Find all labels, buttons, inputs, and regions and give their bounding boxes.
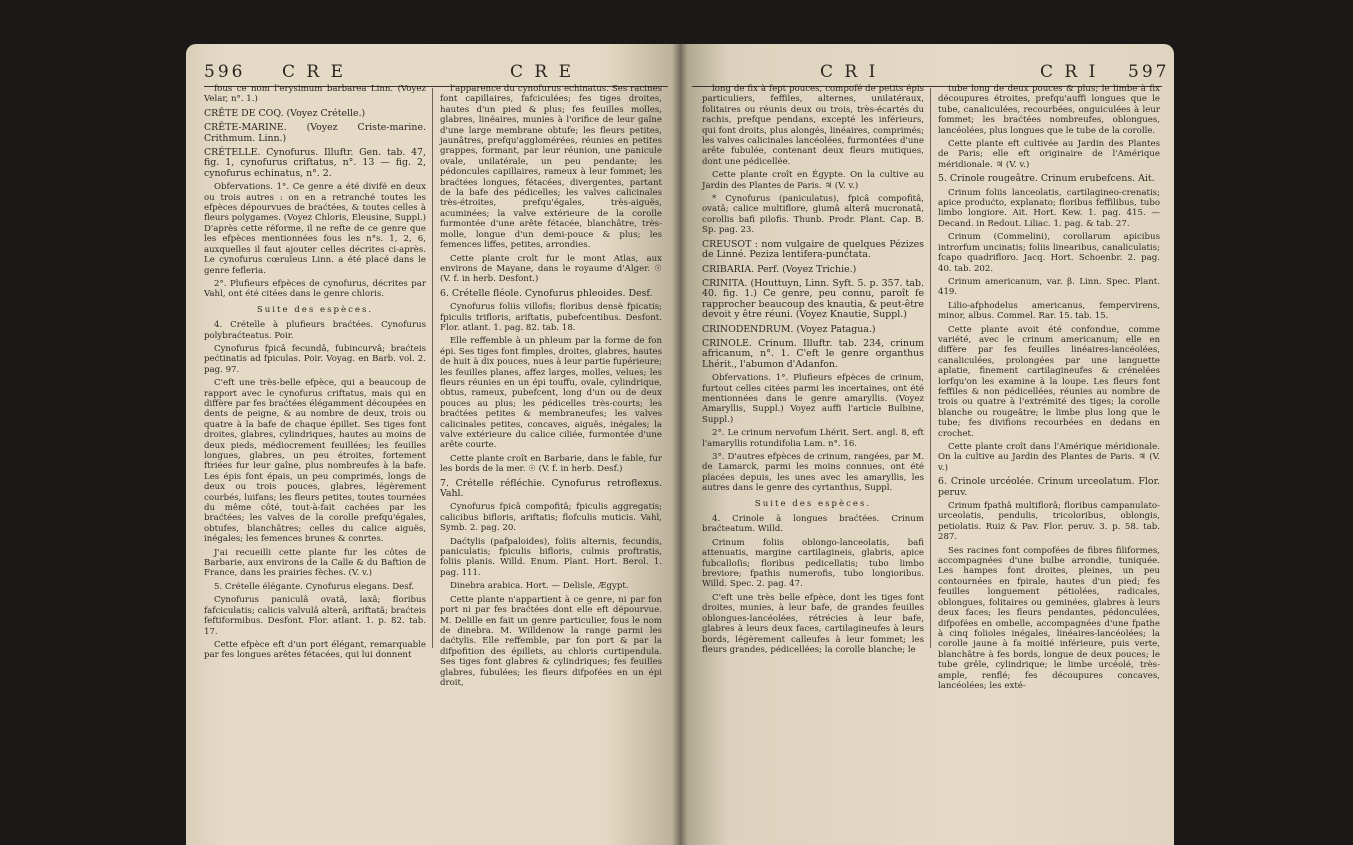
paragraph: Cette plante n'appartient à ce genre, ni par fon port ni par fes braćtées dont elle eft dépourvue. M. Delille en fait un genre particulier, fous le nom de dinebra. M. Willdenow la range parmi les daćtylis. Elle reffemble, par fon port & par la difpofition des épillets, au chloris curtipendula. Ses tiges font glabres & cylindriques; fes feuilles glabres, fubulées; les fleurs difpofées en un épi droit, (440, 594, 662, 688)
left-page (186, 44, 680, 845)
paragraph: Cynofurus fpicâ fecundâ, fubincurvâ; braćteis pećtinatis ad fpiculas. Poir. Voyag. en Barb. vol. 2. pag. 97. (204, 343, 426, 375)
entry-heading: CRINOLE. Crinum. Illuftr. tab. 234, crinum africanum, n°. 1. C'eft le genre organthus Lhérit., l'abumon d'Adanfon. (702, 337, 924, 370)
paragraph: Cette plante croît en Égypte. On la cultive au Jardin des Plantes de Paris. ♃ (V. v.) (702, 170, 924, 191)
paragraph: fous ce nom l'erysimum barbarea Linn. (Voyez Velar, n°. 1.) (204, 84, 426, 105)
paragraph: Elle reffemble à un phleum par la forme de fon épi. Ses tiges font fimples, droites, glabres, hautes de huit à dix pouces, nues à leur partie fupérieure; les feuilles planes, affez larges, molles, velues; les fleurs réunies en un épi touffu, ovale, cylindrique, obtus, rameux, pubefcent, long d'un ou de deux pouces au plus; les pédicelles très-courts; les braćtées petites & membraneufes; les valves calicinales petites, concaves, aiguës, inégales; la valve extérieure du calice ciliée, furmontée d'une arête courte. (440, 336, 662, 451)
paragraph: * Cynofurus (paniculatus), fpicâ compofitâ, ovatâ; calice multiflore, glumâ alterâ mucronatâ, corollis bafi pilofis. Thunb. Prodr. Plant. Cap. B. Sp. pag. 23. (702, 194, 924, 236)
entry-heading: CRIBARIA. Perf. (Voyez Trichie.) (702, 263, 857, 275)
paragraph: Daćtylis (pafpaloides), foliis alternis, fecundis, paniculatis; fpiculis bifloris, culmis proftratis, foliis planis. Willd. Enum. Plant. Hort. Berol. 1. pag. 111. (440, 536, 662, 578)
paragraph: tube long de deux pouces & plus; le limbe à fix découpures étroites, prefqu'auffi longues que le tube, canaliculées, recourbées, onguiculées à leur fommet; les braćtées nombreufes, oblongues, lancéolées, plus longues que le tube de la corolle. (938, 84, 1160, 136)
entry-heading: CRÊTE DE COQ. (Voyez Crételle.) (204, 107, 366, 119)
paragraph: Obfervations. 1°. Plufieurs efpèces de crinum, furtout celles citées parmi les incertaines, ont été mentionnées dans le genre amaryllis. (Voyez Amaryllis, Suppl.) Voyez auffi l'article Bulbine, Suppl.) (702, 373, 924, 425)
paragraph: Cette plante croît dans l'Amérique méridionale. On la cultive au Jardin des Plantes de Paris. ♃ (V. v.) (938, 442, 1160, 473)
entry-heading: CRINITA. (Houttuyn, Linn. Syft. 5. p. 357. tab. 40. fig. 1.) Ce genre, peu connu, paroît fe rapprocher beaucoup des knautia, & peut-être devoit y être réuni. (Voyez Knautie, Suppl.) (702, 277, 924, 321)
paragraph: Cette plante eft cultivée au Jardin des Plantes de Paris; elle eft originaire de l'Amérique méridionale. ♃ (V. v.) (938, 139, 1160, 170)
left-column-1 (204, 84, 426, 664)
paragraph: 4. Crételle à plufieurs braćtées. Cynofurus polybraćteatus. Poir. (204, 320, 426, 341)
paragraph: Obfervations. 1°. Ce genre a été divifé en deux ou trois autres : on en a retranché toutes les efpèces dépourvues de braćtées, & toutes celles à fleurs polygames. (Voyez Chloris, Eleusine, Suppl.) D'après cette réforme, il ne refte de ce genre que les efpèces mentionnées fous les n°s. 1, 2, 6, auxquelles il faut ajouter celles décrites ci-après. Le cynofurus cœruleus Linn. a été placé dans le genre fefleria. (204, 182, 426, 276)
right-running-head-2: C R I (1040, 62, 1099, 82)
paragraph: 2°. Le crinum nervofum Lhérit. Sert. angl. 8, eft l'amaryllis rotundifolia Lam. n°. 16. (702, 428, 924, 449)
left-running-head-2: C R E (510, 62, 575, 82)
entry-heading: 6. Crinole urcéolée. Crinum urceolatum. Flor. peruv. (938, 476, 1160, 498)
paragraph: Crinum (Commelini), corollarum apicibus introrfum uncinatis; foliis linearibus, canaliculatis; fcapo quadrifloro. Jacq. Hort. Schoenbr. 2. pag. 40. tab. 202. (938, 232, 1160, 274)
left-page-number: 596 (204, 62, 246, 82)
entry-heading: CRÊTE-MARINE. (Voyez Criste-marine. Crithmum. Linn.) (204, 122, 426, 144)
paragraph: Cette plante croît fur le mont Atlas, aux environs de Mayane, dans le royaume d'Alger. ☉ (V. f. in herb. Desfont.) (440, 253, 662, 285)
left-column-divider (432, 88, 433, 648)
paragraph: C'eft une très belle efpèce, dont les tiges font droites, munies, à leur bafe, de grandes feuilles oblongues-lancéolées, rétrécies à leur bafe, glabres à leurs deux faces, cartilagineufes à leurs bords, légèrement calleufes à leur fommet; les fleurs grandes, pédicellées; la corolle blanche; le (702, 592, 924, 655)
section-heading: Suite des espèces. (256, 304, 374, 315)
left-running-head-1: C R E (282, 62, 347, 82)
paragraph: J'ai recueilli cette plante fur les côtes de Barbarie, aux environs de la Calle & du Baftion de France, dans les prairies fèches. (V. v.) (204, 547, 426, 579)
section-heading: Suite des espèces. (754, 498, 872, 509)
entry-heading: CRINODENDRUM. (Voyez Patagua.) (702, 323, 876, 335)
right-column-1 (702, 84, 924, 658)
paragraph: Cynofurus paniculâ ovatâ, laxâ; floribus fafciculatis; calicis valvulâ alterâ, ariftatâ; braćteis feftiformibus. Desfont. Flor. atlant. 1. p. 82. tab. 17. (204, 595, 426, 637)
left-column-2 (440, 84, 662, 691)
paragraph: Crinum americanum, var. β. Linn. Spec. Plant. 419. (938, 276, 1160, 298)
paragraph: 5. Crételle élégante. Cynofurus elegans. Desf. (214, 581, 415, 592)
right-page-number: 597 (1128, 62, 1170, 82)
entry-heading: 5. Crinole rougeâtre. Crinum erubefcens. Ait. (938, 173, 1155, 185)
paragraph: 2°. Plufieurs efpèces de cynofurus, décrites par Vahl, ont été citées dans le genre chloris. (204, 278, 426, 300)
entry-heading: CREUSOT : nom vulgaire de quelques Pézizes de Linné. Peziza lentifera-punćtata. (702, 238, 924, 261)
paragraph: Crinum fpathâ multiflorâ; floribus campanulato-urceolatis, pendulis, tricoloribus, oblongis, petiolatis. Ruiz & Pav. Flor. peruv. 3. p. 58. tab. 287. (938, 501, 1160, 543)
paragraph: Cynofurus fpicâ compofitâ; fpiculis aggregatis; calicibus bifloris, ariftatis; flofculis muticis. Vahl, Symb. 2. pag. 20. (440, 502, 662, 534)
paragraph: long de fix à fept pouces, compofé de petits épis particuliers, feffiles, alternes, unilatéraux, folitaires ou réunis deux ou trois, très-écartés du rachis, prefque pendans, excepté les inférieurs, qui font droits, plus alongés, linéaires, comprimés; les valves calicinales lancéolées, furmontées d'une arête fubulée, contenant deux fleurs mutiques, dont une pédicellée. (702, 84, 924, 167)
paragraph: Cette plante avoit été confondue, comme variété, avec le crinum americanum; elle en diffère par fes feuilles linéaires-lancéolées, canaliculées, prolongées par une languette aplatie, finement cartilagineufes & crénelées lorfqu'on les examine à la loupe. Les fleurs font feffiles & non pédicellées, réunies au nombre de trois ou quatre à l'extrémité des tiges; la corolle blanche ou rougeâtre; le limbe plus long que le tube; fes divifions recourbées en dedans en crochet. (938, 324, 1160, 439)
right-running-head-1: C R I (820, 62, 879, 82)
entry-heading: 6. Crételle fléole. Cynofurus phleoides. Desf. (440, 287, 653, 299)
paragraph: l'apparence du cynofurus echinatus. Ses racines font capillaires, fafciculées; fes tiges droites, hautes d'un pied & plus; fes feuilles molles, glabres, linéaires, munies à l'orifice de leur gaîne d'une large membrane obtufe; les fleurs petites, jaunâtres, prefqu'agglomérées, réunies en petites grappes, formant, par leur réunion, une panicule ovale, unilatérale, un peu pendante; les pédoncules capillaires, rameux à leur fommet; les braćtées longues, fétacées, divergentes, partant de la bafe des pédicelles; les valves calicinales très-étroites, prefqu'égales, très-aiguës, acuminées; la valve extérieure de la corolle furmontée d'une arête fétacée, blanchâtre, très-molle, longue d'un demi-pouce & plus; les femences liffes, petites, arrondies. (440, 84, 662, 251)
right-column-divider (930, 88, 931, 648)
paragraph: Cette plante croît en Barbarie, dans le fable, fur les bords de la mer. ☉ (V. f. in herb. Desf.) (440, 453, 662, 475)
book-gutter (672, 44, 688, 845)
paragraph: Crinum foliis lanceolatis, cartilagineo-crenatis; apice produćto, explanato; floribus feffilibus, tubo limbo longiore. Ait. Hort. Kew. 1. pag. 415. — Decand. in Redout. Liliac. 1. pag. & tab. 27. (938, 187, 1160, 229)
paragraph: 3°. D'autres efpèces de crinum, rangées, par M. de Lamarck, parmi les moins connues, ont été placées depuis, les unes avec les amaryllis, les autres dans le genre des cyrtanthus, Suppl. (702, 452, 924, 494)
paragraph: C'eft une très-belle efpèce, qui a beaucoup de rapport avec le cynofurus criftatus, mais qui en diffère par fes braćtées élégamment découpées en dents de peigne, & au nombre de deux, trois ou quatre à la bafe de chaque épillet. Ses tiges font droites, glabres, cylindriques, hautes au moins de deux pieds, médiocrement feuillées; les feuilles longues, glabres, un peu étroites, fortement ftriées fur leur gaîne, plus nombreufes à la bafe. Les épis font épais, un peu comprimés, longs de deux ou trois pouces, glabres, légèrement courbés, luifans; les fleurs petites, toutes tournées du même côté, tout-à-fait cachées par les braćtées; les valves de la corolle prefqu'égales, obtufes, blanchâtres; celles du calice aiguës, inégales; les femences brunes & conrtes. (204, 378, 426, 545)
right-page (680, 44, 1174, 845)
paragraph: Cette efpèce eft d'un port élégant, remarquable par fes longues arêtes fétacées, qui lui donnent (204, 639, 426, 661)
paragraph: Crinum foliis oblongo-lanceolatis, bafi attenuatis, margine cartilagineis, glabris, apice fubcalloſis; floribus pedicellatis; tubo limbo breviore; fpathis numerofis, tubo longioribus. Willd. Spec. 2. pag. 47. (702, 537, 924, 590)
paragraph: Ses racines font compofées de fibres filiformes, accompagnées d'une bulbe arrondie, tuniquée. Les hampes font droites, pleines, un peu contournées en fpirale, hautes d'un pied; fes feuilles longuement pétiolées, radicales, oblongues, folitaires ou geminées, glabres à leurs deux faces; les fleurs pendantes, pédonculées, difpofées en ombelle, accompagnées d'une fpathe à cinq folioles inégales, linéaires-lancéolées; la corolle jaune à fa moitié inférieure, puis verte, blanchâtre à fes bords, longue de deux pouces; le tube grêle, cylindrique; le limbe urcéolé, très-ample, renflé; fes découpures concaves, lancéolées; les exté- (938, 545, 1160, 691)
right-column-2 (938, 84, 1160, 694)
paragraph: Lilio-afphodelus americanus, fempervirens, minor, albus. Commel. Rar. 15. tab. 15. (938, 300, 1160, 322)
entry-heading: 7. Crételle réfléchie. Cynofurus retroflexus. Vahl. (440, 477, 662, 500)
paragraph: Dinebra arabica. Hort. — Delisle, Ægypt. (450, 581, 629, 592)
entry-heading: CRÉTELLE. Cynofurus. Illuftr. Gen. tab. 47, fig. 1, cynofurus criftatus, n°. 13 — fig. 2, cynofurus echinatus, n°. 2. (204, 147, 426, 179)
paragraph: 4. Crinole à longues braćtées. Crinum braćteatum. Willd. (702, 514, 924, 535)
paragraph: Cynofurus foliis villofis; floribus densè fpicatis; fpiculis trifloris, ariftatis, pubefcentibus. Desfont. Flor. atlant. 1. pag. 82. tab. 18. (440, 302, 662, 333)
